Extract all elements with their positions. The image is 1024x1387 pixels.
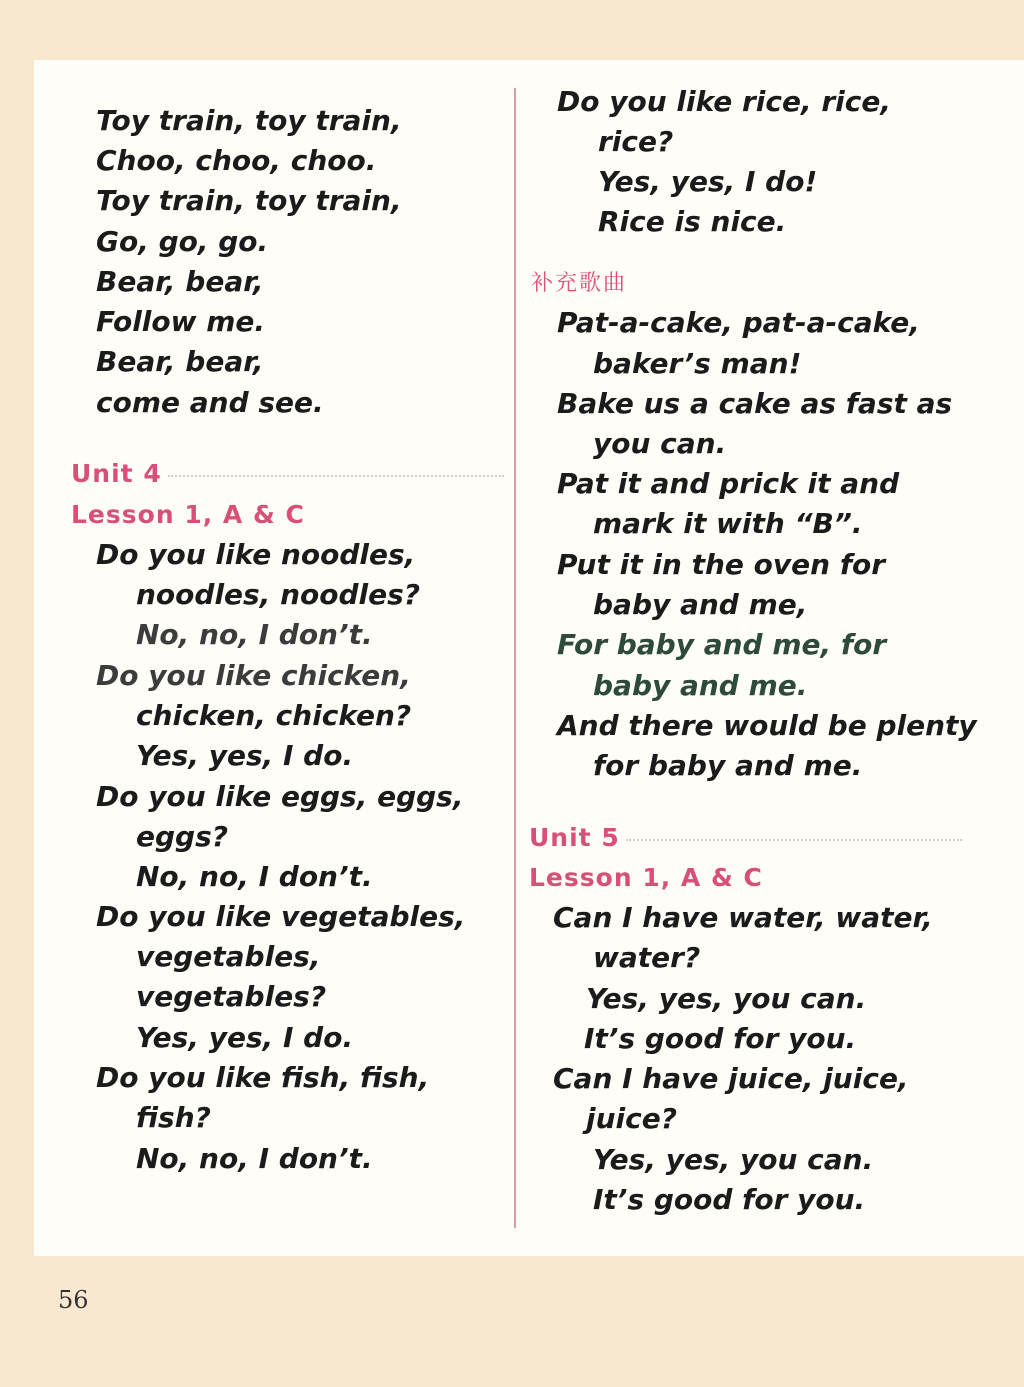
- lyric-line: And there would be plenty: [557, 709, 977, 742]
- lyric-line: baby and me,: [593, 588, 808, 621]
- unit-heading-rule: [626, 839, 962, 841]
- lyric-line: Toy train, toy train,: [96, 184, 402, 217]
- lyric-line: Do you like rice, rice,: [557, 85, 891, 118]
- lyric-line: Follow me.: [96, 305, 266, 338]
- lyric-line: Can I have water, water,: [553, 901, 933, 934]
- lyric-line: Yes, yes, I do.: [136, 739, 354, 772]
- lyric-line: Do you like noodles,: [96, 538, 416, 571]
- lyric-line: Do you like fish, fish,: [96, 1061, 430, 1094]
- lyric-line: come and see.: [96, 386, 324, 419]
- lyric-line: Yes, yes, you can.: [593, 1143, 874, 1176]
- lyric-line: baker’s man!: [593, 347, 802, 380]
- lesson-heading: Lesson 1, A & C: [529, 863, 763, 892]
- lesson-heading: Lesson 1, A & C: [71, 500, 305, 529]
- unit-heading: Unit 5: [529, 823, 620, 852]
- lyric-line: No, no, I don’t.: [136, 1142, 373, 1175]
- unit-heading: Unit 4: [71, 459, 162, 488]
- lyric-line: juice?: [586, 1102, 677, 1135]
- lyric-line: you can.: [593, 427, 727, 460]
- lyric-line: Bake us a cake as fast as: [557, 387, 953, 420]
- lyric-line: for baby and me.: [593, 749, 863, 782]
- lyric-line: Do you like eggs, eggs,: [96, 780, 464, 813]
- lyric-line: vegetables?: [136, 980, 327, 1013]
- lyric-line: Pat-a-cake, pat-a-cake,: [557, 306, 920, 339]
- lyric-line: water?: [593, 941, 701, 974]
- lyric-line: For baby and me, for: [557, 628, 887, 661]
- lyric-line: Bear, bear,: [96, 345, 264, 378]
- lyric-line: rice?: [598, 125, 674, 158]
- lyric-line: Bear, bear,: [96, 265, 264, 298]
- lyric-line: fish?: [136, 1101, 211, 1134]
- lyric-line: eggs?: [136, 820, 228, 853]
- lyric-line: Rice is nice.: [598, 205, 787, 238]
- lyric-line: No, no, I don’t.: [136, 860, 373, 893]
- lyric-line: mark it with “B”.: [593, 507, 863, 540]
- column-divider: [514, 88, 516, 1228]
- lyric-line: Do you like vegetables,: [96, 900, 466, 933]
- lyric-line: Go, go, go.: [96, 225, 269, 258]
- lyric-line: Choo, choo, choo.: [96, 144, 377, 177]
- page-number: 56: [58, 1286, 89, 1314]
- lyric-line: Pat it and prick it and: [557, 467, 900, 500]
- lyric-line: Do you like chicken,: [96, 659, 411, 692]
- unit-heading-rule: [168, 475, 504, 477]
- lyric-line: chicken, chicken?: [136, 699, 412, 732]
- lyric-line: Put it in the oven for: [557, 548, 886, 581]
- lyric-line: Can I have juice, juice,: [553, 1062, 909, 1095]
- lyric-line: noodles, noodles?: [136, 578, 421, 611]
- lyric-line: Yes, yes, I do.: [136, 1021, 354, 1054]
- supplementary-songs-label: 补充歌曲: [531, 271, 628, 296]
- lyric-line: It’s good for you.: [593, 1183, 866, 1216]
- lyric-line: No, no, I don’t.: [136, 618, 373, 651]
- lyric-line: It’s good for you.: [584, 1022, 857, 1055]
- lyric-line: vegetables,: [136, 940, 321, 973]
- lyric-line: baby and me.: [593, 669, 808, 702]
- lyric-line: Yes, yes, I do!: [598, 165, 818, 198]
- lyric-line: Toy train, toy train,: [96, 104, 402, 137]
- lyric-line: Yes, yes, you can.: [586, 982, 867, 1015]
